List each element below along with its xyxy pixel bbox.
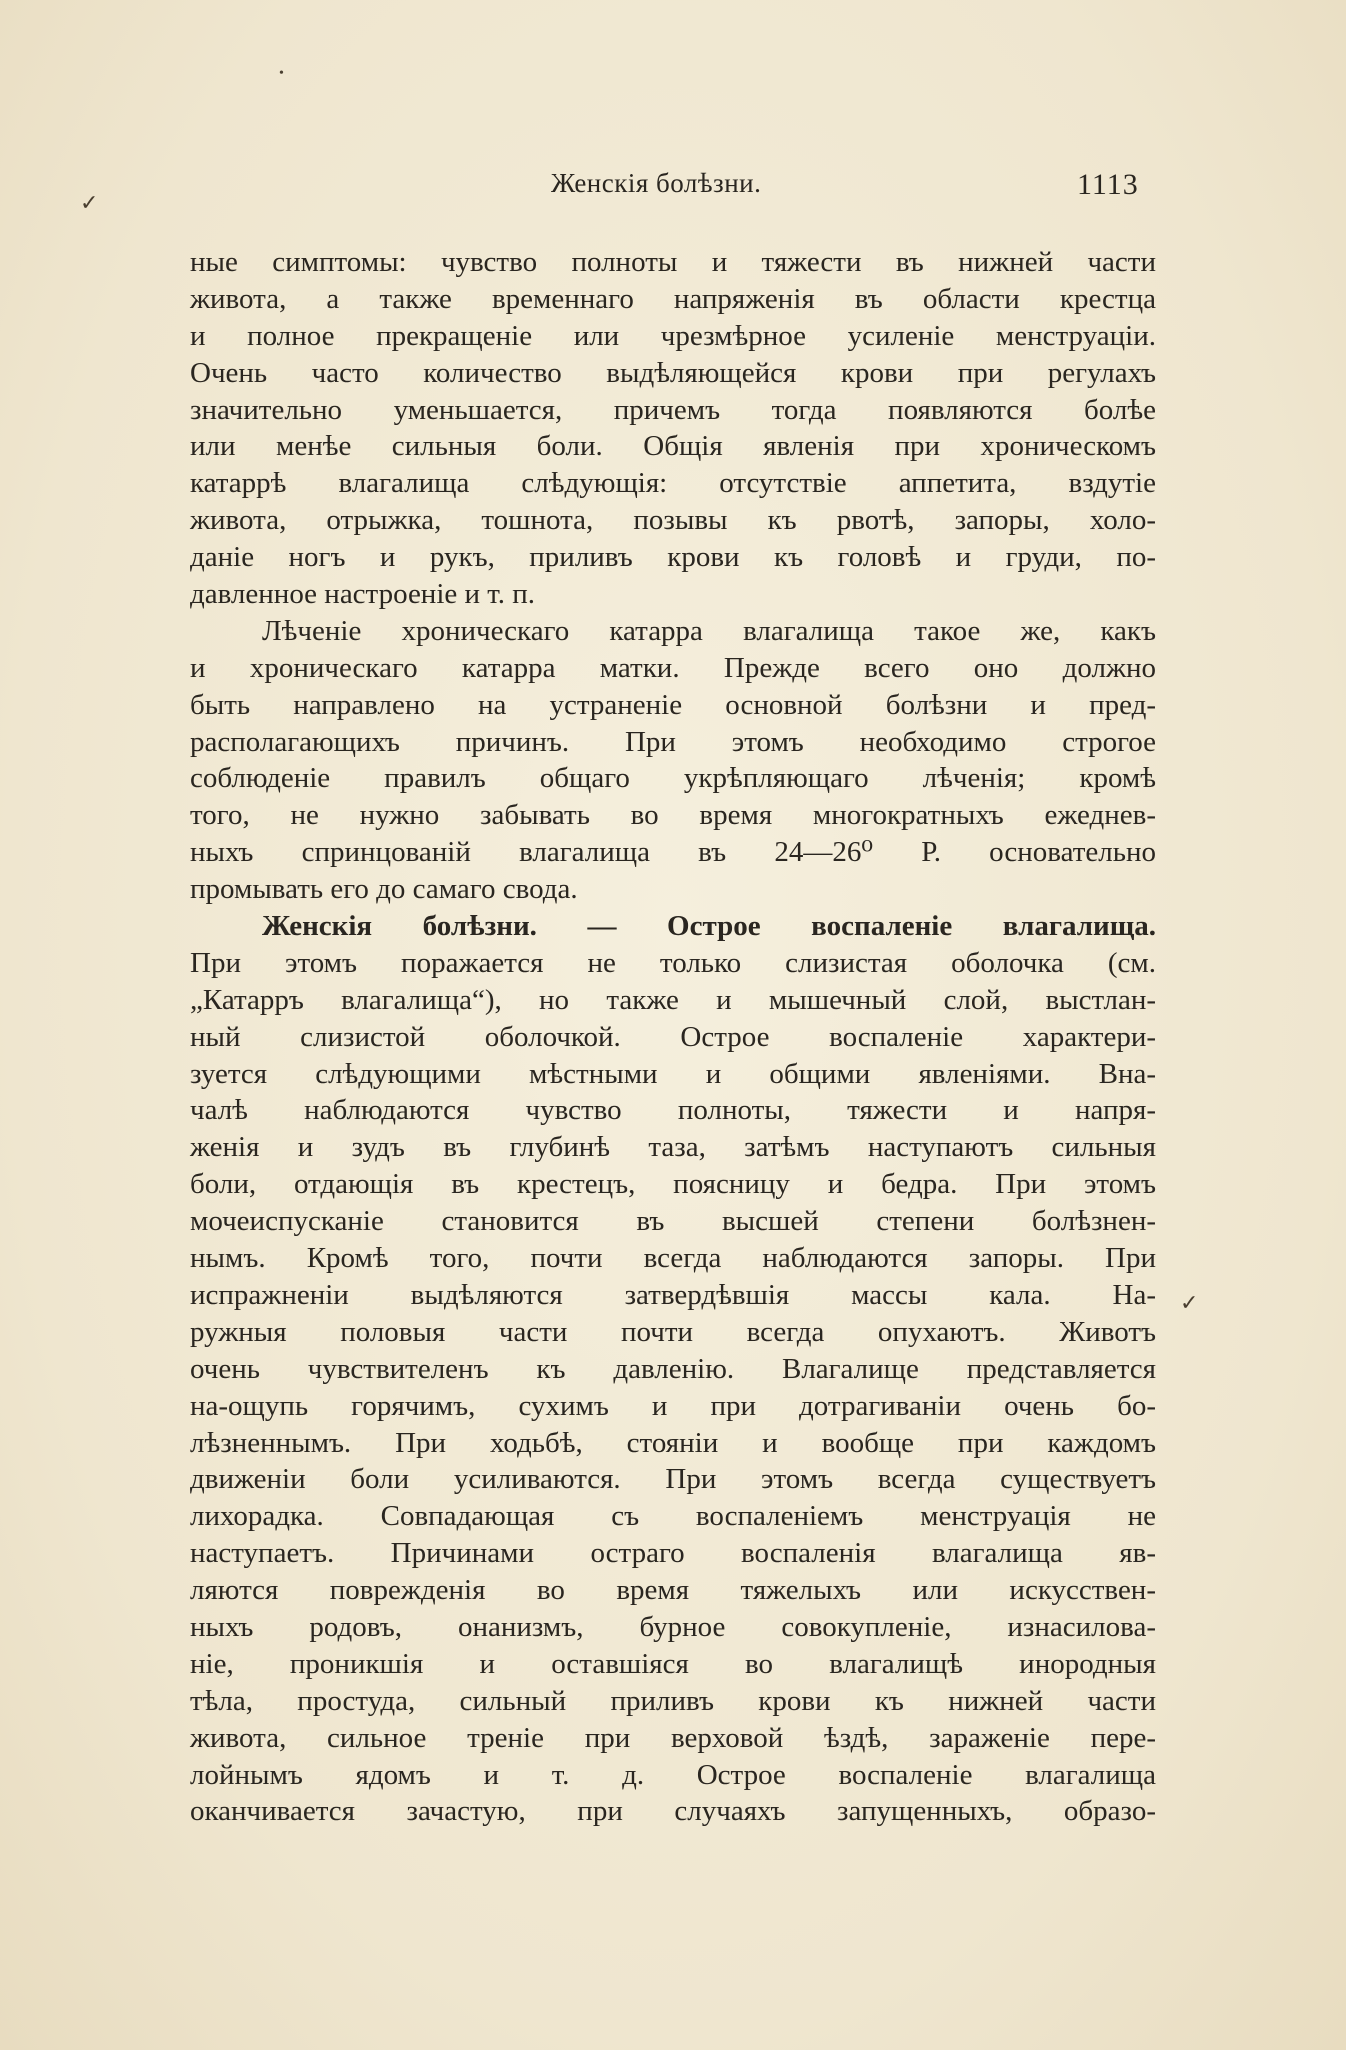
text-line: давленное настроеніе и т. п. <box>190 578 536 611</box>
body-text <box>190 244 1156 1830</box>
text-line: живота, а также временнаго напряженія въ области крестца <box>190 282 1156 315</box>
text-line: лѣзненнымъ. При ходьбѣ, стояніи и вообще при каждомъ <box>190 1426 1156 1459</box>
margin-tick-mark-left: ✓ <box>80 190 99 215</box>
margin-dot-mark: • <box>279 66 284 81</box>
section-heading: Женскія болѣзни. — Острое воспаленіе влагалища. <box>262 910 1156 943</box>
text-line: При этомъ поражается не только слизистая оболочка (см. <box>190 946 1156 979</box>
text-line: „Катарръ влагалища“), но также и мышечный слой, выстлан- <box>190 983 1156 1016</box>
text-line: ружныя половыя части почти всегда опухаютъ. Животъ <box>190 1315 1156 1348</box>
paragraph-treatment <box>190 613 1156 908</box>
text-line: ные симптомы: чувство полноты и тяжести въ нижней части <box>190 246 1156 278</box>
text-line: катаррѣ влагалища слѣдующія: отсутствіе аппетита, вздутіе <box>190 467 1156 500</box>
text-line: живота, сильное треніе при верховой ѣздѣ, зараженіе пере- <box>190 1721 1156 1754</box>
paragraph-symptoms <box>190 244 1156 613</box>
text-line: Лѣченіе хроническаго катарра влагалища такое же, какъ <box>262 614 1156 647</box>
text-line: Очень часто количество выдѣляющейся крови при регулахъ <box>190 356 1156 389</box>
page-number: 1113 <box>1077 168 1139 201</box>
text-line: промывать его до самаго свода. <box>190 873 578 906</box>
text-line: соблюденіе правилъ общаго укрѣпляющаго лѣченія; кромѣ <box>190 762 1156 795</box>
text-line: нымъ. Кромѣ того, почти всегда наблюдаются запоры. При <box>190 1242 1156 1275</box>
text-line: оканчивается зачастую, при случаяхъ запущенныхъ, образо- <box>190 1795 1156 1828</box>
text-line: ныхъ родовъ, онанизмъ, бурное совокупленіе, изнасилова- <box>190 1610 1156 1643</box>
text-line: ніе, проникшія и оставшіяся во влагалищѣ инородныя <box>190 1647 1156 1680</box>
text-line: мочеиспусканіе становится въ высшей степени болѣзнен- <box>190 1205 1156 1238</box>
text-line: или менѣе сильныя боли. Общія явленія при хроническомъ <box>190 430 1156 463</box>
text-line: движеніи боли усиливаются. При этомъ всегда существуетъ <box>190 1463 1156 1496</box>
text-line: чалѣ наблюдаются чувство полноты, тяжести и напря- <box>190 1094 1156 1127</box>
paragraph-acute-inflammation <box>190 908 1156 1830</box>
text-line: на-ощупь горячимъ, сухимъ и при дотрагиваніи очень бо- <box>190 1389 1156 1422</box>
text-line: женія и зудъ въ глубинѣ таза, затѣмъ наступаютъ сильныя <box>190 1131 1156 1164</box>
text-line: боли, отдающія въ крестецъ, поясницу и бедра. При этомъ <box>190 1168 1156 1201</box>
running-title: Женскія болѣзни. <box>551 168 762 198</box>
text-line: и полное прекращеніе или чрезмѣрное усиленіе менструаціи. <box>190 319 1156 352</box>
margin-tick-mark-right: ✓ <box>1180 1290 1199 1315</box>
text-line: быть направлено на устраненіе основной болѣзни и пред- <box>190 688 1156 721</box>
text-line: ляются поврежденія во время тяжелыхъ или искусствен- <box>190 1574 1156 1607</box>
text-line: наступаетъ. Причинами остраго воспаленія влагалища яв- <box>190 1537 1156 1570</box>
text-line: испражненіи выдѣляются затвердѣвшія массы кала. На- <box>190 1278 1156 1311</box>
text-line: лихорадка. Совпадающая съ воспаленіемъ менструація не <box>190 1500 1156 1533</box>
text-line: лойнымъ ядомъ и т. д. Острое воспаленіе влагалища <box>190 1758 1156 1791</box>
text-line: ный слизистой оболочкой. Острое воспаленіе характери- <box>190 1020 1156 1053</box>
text-line: того, не нужно забывать во время многократныхъ ежеднев- <box>190 799 1156 832</box>
text-line: очень чувствителенъ къ давленію. Влагалище представляется <box>190 1352 1156 1385</box>
text-line: и хроническаго катарра матки. Прежде всего оно должно <box>190 651 1156 684</box>
text-line: живота, отрыжка, тошнота, позывы къ рвотѣ, запоры, холо- <box>190 504 1156 537</box>
page-header <box>0 168 1346 208</box>
text-line: даніе ногъ и рукъ, приливъ крови къ головѣ и груди, по- <box>190 541 1156 574</box>
text-line: ныхъ спринцованій влагалища въ 24—26⁰ Р. основательно <box>190 836 1156 869</box>
text-line: располагающихъ причинъ. При этомъ необходимо строгое <box>190 725 1156 758</box>
text-line: значительно уменьшается, причемъ тогда появляются болѣе <box>190 393 1156 426</box>
text-line: тѣла, простуда, сильный приливъ крови къ нижней части <box>190 1684 1156 1717</box>
text-line: зуется слѣдующими мѣстными и общими явленіями. Вна- <box>190 1057 1156 1090</box>
